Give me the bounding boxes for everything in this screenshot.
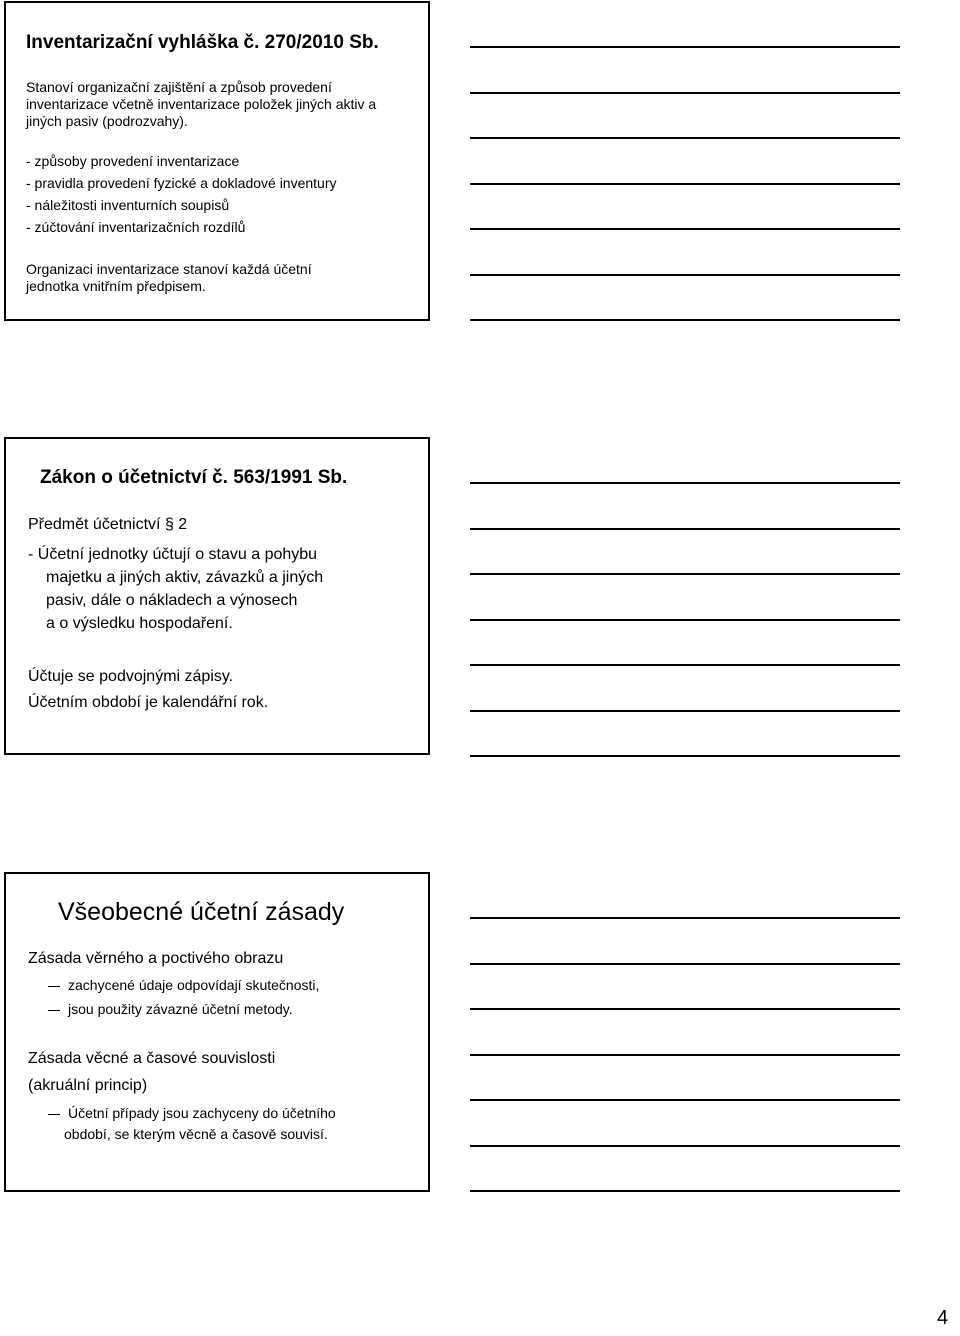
slide3-title: Všeobecné účetní zásady <box>58 898 345 926</box>
note-line <box>470 573 900 575</box>
note-line <box>470 1099 900 1101</box>
page-number: 4 <box>937 1307 949 1329</box>
bullet-item <box>48 977 319 993</box>
slide2-period: Účetním období je kalendářní rok. <box>28 694 269 711</box>
list-item: - způsoby provedení inventarizace <box>26 153 240 169</box>
slide3-principle1: Zásada věrného a poctivého obrazu <box>28 950 284 967</box>
bullet-text: Účetní případy jsou zachyceny do účetního <box>68 1105 336 1121</box>
dash-bullet-icon <box>48 1010 60 1011</box>
bullet-text-continuation: období, se kterým věcně a časově souvisí. <box>64 1126 328 1142</box>
note-line <box>470 1190 900 1192</box>
note-line <box>470 963 900 965</box>
dash-bullet-icon <box>48 986 60 987</box>
list-item: - zúčtování inventarizačních rozdílů <box>26 219 246 235</box>
note-line <box>470 1054 900 1056</box>
list-item: - pravidla provedení fyzické a dokladové inventury <box>26 175 337 191</box>
note-line <box>470 1008 900 1010</box>
note-line <box>470 274 900 276</box>
bullet-item <box>48 1001 293 1017</box>
note-line <box>470 482 900 484</box>
slide2-body <box>28 543 323 635</box>
note-line <box>470 619 900 621</box>
note-line <box>470 710 900 712</box>
note-line <box>470 183 900 185</box>
body-line: pasiv, dále o nákladech a výnosech <box>46 592 298 609</box>
note-line <box>470 755 900 757</box>
slide2-subtitle: Předmět účetnictví § 2 <box>28 516 188 533</box>
note-line <box>470 1145 900 1147</box>
dash-bullet-icon <box>48 1114 60 1115</box>
bullet-text: jsou použity závazné účetní metody. <box>68 1001 293 1017</box>
bullet-item <box>48 1103 336 1145</box>
slide2-title: Zákon o účetnictví č. 563/1991 Sb. <box>40 467 348 488</box>
note-line <box>470 528 900 530</box>
slide2-double-entry: Účtuje se podvojnými zápisy. <box>28 668 234 685</box>
slide3-principle2-note: (akruální princip) <box>28 1077 148 1094</box>
note-line <box>470 92 900 94</box>
note-line <box>470 137 900 139</box>
slide1-title: Inventarizační vyhláška č. 270/2010 Sb. <box>26 32 379 53</box>
note-line <box>470 46 900 48</box>
slide1-closing: Organizaci inventarizace stanoví každá účetní jednotka vnitřním předpisem. <box>26 261 312 294</box>
note-line <box>470 228 900 230</box>
note-line <box>470 917 900 919</box>
body-line: majetku a jiných aktiv, závazků a jiných <box>46 569 324 586</box>
bullet-text: zachycené údaje odpovídají skutečnosti, <box>68 977 320 993</box>
note-line <box>470 664 900 666</box>
note-line <box>470 319 900 321</box>
slide1-intro: Stanoví organizační zajištění a způsob provedení inventarizace včetně inventarizace položek jiných aktiv a jiných pasiv (podrozvahy). <box>26 79 377 129</box>
slide1-list <box>26 151 337 239</box>
body-line: - Účetní jednotky účtují o stavu a pohybu <box>28 546 318 563</box>
slide3-principle2: Zásada věcné a časové souvislosti <box>28 1050 276 1067</box>
body-line: a o výsledku hospodaření. <box>46 615 233 632</box>
list-item: - náležitosti inventurních soupisů <box>26 197 230 213</box>
